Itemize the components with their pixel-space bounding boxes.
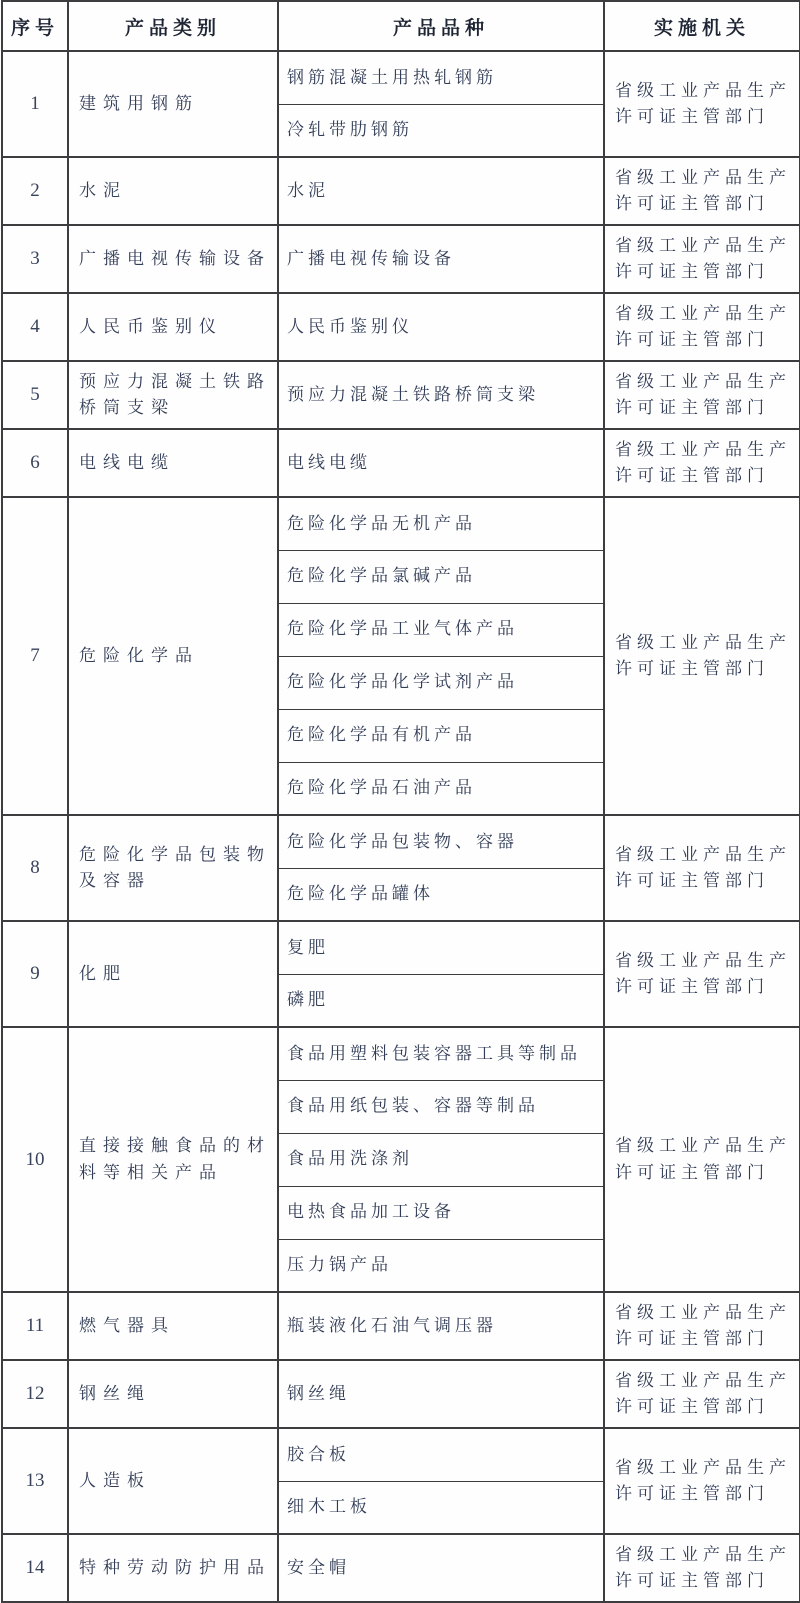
- row-number-cell: 5: [2, 361, 68, 429]
- category-cell: 人造板: [68, 1428, 278, 1534]
- authority-cell: 省级工业产品生产许可证主管部门: [604, 1360, 800, 1428]
- category-cell: 水泥: [68, 157, 278, 225]
- row-number-cell: 1: [2, 51, 68, 157]
- authority-cell: 省级工业产品生产许可证主管部门: [604, 921, 800, 1027]
- category-cell: 建筑用钢筋: [68, 51, 278, 157]
- row-number-cell: 11: [2, 1292, 68, 1360]
- variety-cell: 复肥: [278, 921, 604, 974]
- row-number-cell: 14: [2, 1534, 68, 1602]
- table-row: [2, 1027, 800, 1080]
- category-cell: 危险化学品: [68, 497, 278, 815]
- table-row: [2, 225, 800, 293]
- variety-cell: 危险化学品包装物、容器: [278, 815, 604, 868]
- table-body: [2, 51, 800, 1602]
- authority-cell: 省级工业产品生产许可证主管部门: [604, 157, 800, 225]
- table-row: [2, 361, 800, 429]
- row-number-cell: 7: [2, 497, 68, 815]
- variety-cell: 钢丝绳: [278, 1360, 604, 1428]
- variety-cell: 瓶装液化石油气调压器: [278, 1292, 604, 1360]
- authority-cell: 省级工业产品生产许可证主管部门: [604, 361, 800, 429]
- variety-cell: 危险化学品氯碱产品: [278, 550, 604, 603]
- table-row: [2, 293, 800, 361]
- variety-cell: 预应力混凝土铁路桥筒支梁: [278, 361, 604, 429]
- category-cell: 化肥: [68, 921, 278, 1027]
- variety-cell: 磷肥: [278, 974, 604, 1027]
- variety-cell: 危险化学品石油产品: [278, 762, 604, 815]
- authority-cell: 省级工业产品生产许可证主管部门: [604, 497, 800, 815]
- table-row: [2, 921, 800, 974]
- row-number-cell: 10: [2, 1027, 68, 1292]
- table-row: [2, 429, 800, 497]
- license-catalog-table: [1, 0, 800, 1603]
- table-row: [2, 51, 800, 104]
- table-row: [2, 1428, 800, 1481]
- variety-cell: 危险化学品工业气体产品: [278, 603, 604, 656]
- category-cell: 危险化学品包装物及容器: [68, 815, 278, 921]
- table-row: [2, 157, 800, 225]
- row-number-cell: 4: [2, 293, 68, 361]
- variety-cell: 食品用洗涤剂: [278, 1133, 604, 1186]
- variety-cell: 人民币鉴别仪: [278, 293, 604, 361]
- table-row: [2, 815, 800, 868]
- table-row: [2, 1360, 800, 1428]
- table-row: [2, 1292, 800, 1360]
- authority-cell: 省级工业产品生产许可证主管部门: [604, 815, 800, 921]
- row-number-cell: 3: [2, 225, 68, 293]
- category-cell: 人民币鉴别仪: [68, 293, 278, 361]
- variety-cell: 水泥: [278, 157, 604, 225]
- variety-cell: 安全帽: [278, 1534, 604, 1602]
- header-implementing-authority: 实施机关: [604, 1, 800, 51]
- variety-cell: 食品用纸包装、容器等制品: [278, 1080, 604, 1133]
- variety-cell: 钢筋混凝土用热轧钢筋: [278, 51, 604, 104]
- authority-cell: 省级工业产品生产许可证主管部门: [604, 429, 800, 497]
- header-row: [2, 1, 800, 51]
- authority-cell: 省级工业产品生产许可证主管部门: [604, 1027, 800, 1292]
- authority-cell: 省级工业产品生产许可证主管部门: [604, 51, 800, 157]
- table-row: [2, 497, 800, 550]
- row-number-cell: 13: [2, 1428, 68, 1534]
- variety-cell: 电热食品加工设备: [278, 1186, 604, 1239]
- header-product-variety: 产品品种: [278, 1, 604, 51]
- category-cell: 燃气器具: [68, 1292, 278, 1360]
- category-cell: 钢丝绳: [68, 1360, 278, 1428]
- table-row: [2, 1534, 800, 1602]
- variety-cell: 胶合板: [278, 1428, 604, 1481]
- authority-cell: 省级工业产品生产许可证主管部门: [604, 1292, 800, 1360]
- variety-cell: 食品用塑料包装容器工具等制品: [278, 1027, 604, 1080]
- authority-cell: 省级工业产品生产许可证主管部门: [604, 293, 800, 361]
- category-cell: 预应力混凝土铁路桥筒支梁: [68, 361, 278, 429]
- variety-cell: 电线电缆: [278, 429, 604, 497]
- row-number-cell: 8: [2, 815, 68, 921]
- category-cell: 广播电视传输设备: [68, 225, 278, 293]
- authority-cell: 省级工业产品生产许可证主管部门: [604, 1534, 800, 1602]
- variety-cell: 细木工板: [278, 1481, 604, 1534]
- table-header: [2, 1, 800, 51]
- category-cell: 直接接触食品的材料等相关产品: [68, 1027, 278, 1292]
- header-serial-number: 序号: [2, 1, 68, 51]
- authority-cell: 省级工业产品生产许可证主管部门: [604, 1428, 800, 1534]
- header-product-category: 产品类别: [68, 1, 278, 51]
- category-cell: 电线电缆: [68, 429, 278, 497]
- category-cell: 特种劳动防护用品: [68, 1534, 278, 1602]
- row-number-cell: 9: [2, 921, 68, 1027]
- variety-cell: 危险化学品化学试剂产品: [278, 656, 604, 709]
- row-number-cell: 12: [2, 1360, 68, 1428]
- variety-cell: 危险化学品罐体: [278, 868, 604, 921]
- authority-cell: 省级工业产品生产许可证主管部门: [604, 225, 800, 293]
- variety-cell: 广播电视传输设备: [278, 225, 604, 293]
- variety-cell: 压力锅产品: [278, 1239, 604, 1292]
- variety-cell: 危险化学品有机产品: [278, 709, 604, 762]
- variety-cell: 危险化学品无机产品: [278, 497, 604, 550]
- row-number-cell: 6: [2, 429, 68, 497]
- variety-cell: 冷轧带肋钢筋: [278, 104, 604, 157]
- row-number-cell: 2: [2, 157, 68, 225]
